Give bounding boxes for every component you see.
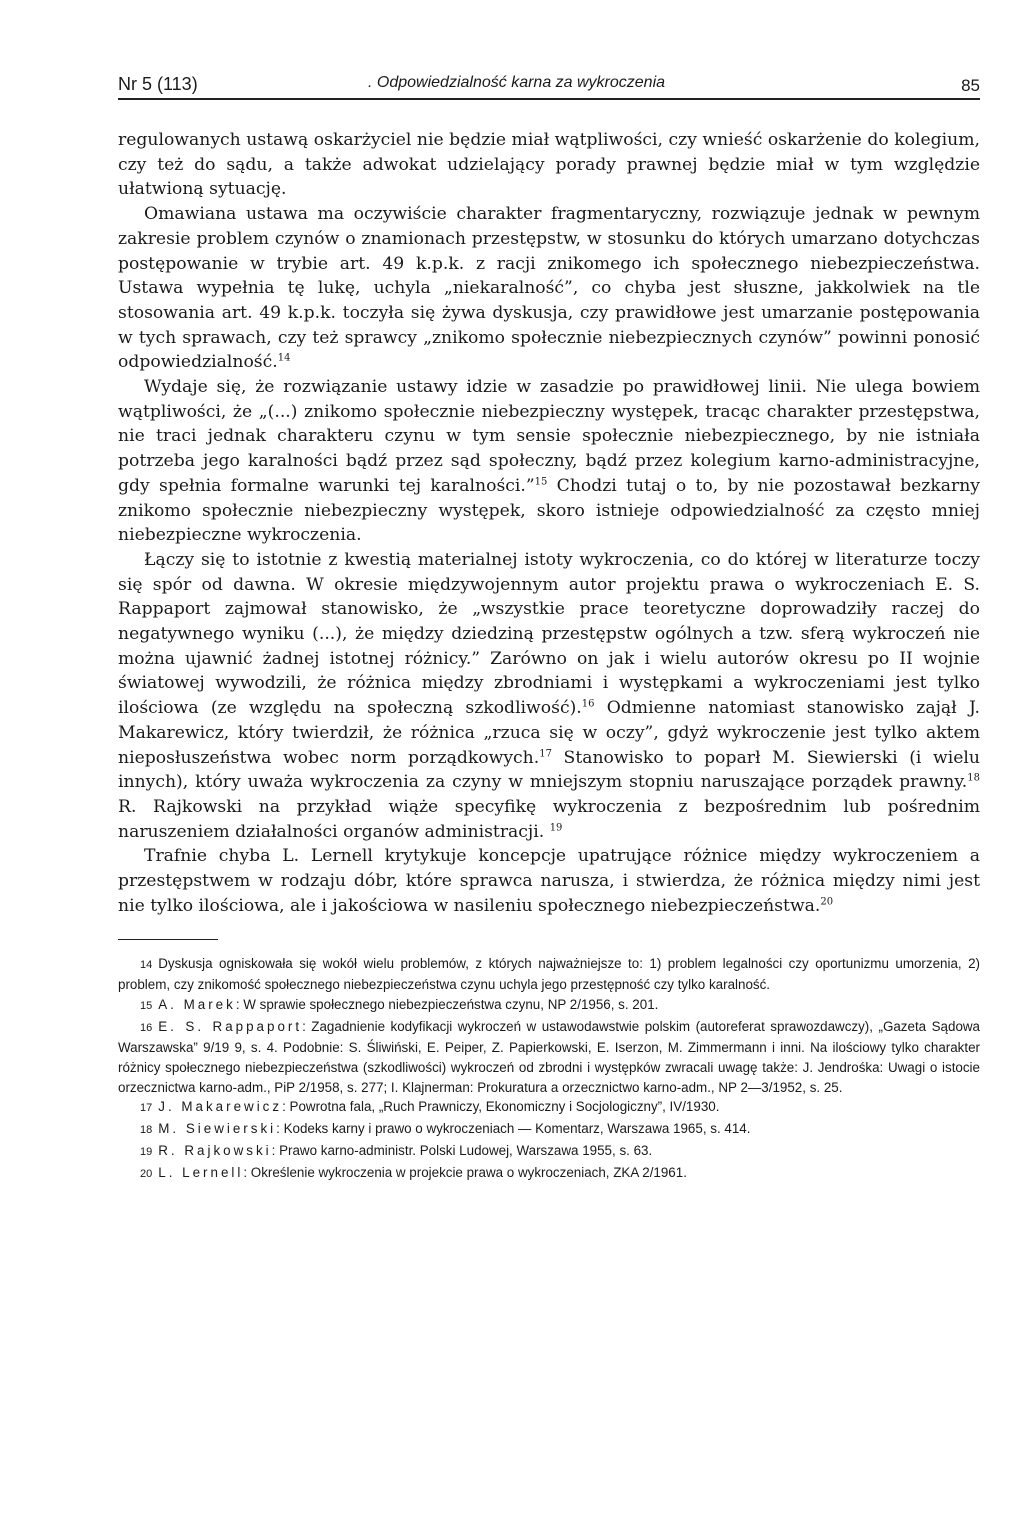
- paragraph: [118, 844, 980, 918]
- footnote-ref[interactable]: 14: [277, 352, 291, 364]
- footnote-author: J. Makarewicz: [158, 1099, 283, 1115]
- footnote-text: : Powrotna fala, „Ruch Prawniczy, Ekonomiczny i Socjologiczny”, IV/1930.: [282, 1099, 720, 1115]
- paragraph-text: Wydaje się, że rozwiązanie ustawy idzie w zasadzie po prawidłowej linii. Nie ulega bowiem wątpliwości, że „(...) znikomo społecznie niebezpieczny występek, tracąc charakter przestępstwa, nie traci jednak charakteru czynu w tym sensie społecznie niebezpiecznego, by nie istniała potrzeba jego karalności bądź przez sąd społeczny, bądź przez kolegium karno-administracyjne, gdy spełnia formalne warunki tej karalności.”: [118, 377, 980, 496]
- footnote-author: A. Marek: [158, 996, 236, 1012]
- footnote-number: 16: [140, 1021, 153, 1034]
- paragraph-text: Stanowisko to poparł M. Siewierski (i wielu innych), który uważa wykroczenia za czyny w mniejszym stopniu naruszające porządek prawny.: [118, 747, 980, 793]
- footnote-number: 17: [140, 1102, 153, 1115]
- footnote-author: L. Lernell: [158, 1164, 244, 1180]
- footnote: [118, 995, 980, 1017]
- footnote-text: : Określenie wykroczenia w projekcie prawa o wykroczeniach, ZKA 2/1961.: [243, 1164, 687, 1180]
- paragraph-text: regulowanych ustawą oskarżyciel nie będzie miał wątpliwości, czy wnieść oskarżenie do kolegium, czy też do sądu, a także adwokat udzielający porady prawnej będzie miał w tym względzie ułatwioną sytuację.: [118, 130, 980, 200]
- footnote-author: E. S. Rappaport: [158, 1018, 303, 1034]
- footnote-ref[interactable]: 19: [549, 821, 563, 833]
- paragraph-text: Trafnie chyba L. Lernell krytykuje koncepcje upatrujące różnice między wykroczeniem a przestępstwem w rodzaju dóbr, które sprawca narusza, i stwierdza, że różnica między nimi jest nie tylko ilościowa, ale i jakościowa w nasileniu społecznego niebezpieczeństwa.: [118, 846, 980, 916]
- running-header: [118, 68, 980, 100]
- footnote: [118, 1097, 980, 1119]
- paragraph-text: Omawiana ustawa ma oczywiście charakter fragmentaryczny, rozwiązuje jednak w pewnym zakresie problem czynów o znamionach przestępstw, w stosunku do których umarzano dotychczas postępowanie w trybie art. 49 k.p.k. z racji znikomego ich społecznego niebezpieczeństwa. Ustawa wypełnia tę lukę, uchyla „niekaralność”, co chyba jest słuszne, jakkolwiek na tle stosowania art. 49 k.p.k. toczyła się żywa dyskusja, czy prawidłowe jest umarzanie postępowania w tych sprawach, czy też sprawcy „znikomo społecznie niebezpiecznych czynów” powinni ponosić odpowiedzialność.: [118, 204, 980, 373]
- paragraph-text: Chodzi tutaj o to, by nie pozostawał bezkarny znikomo społecznie niebezpieczny występek, skoro istnieje odpowiedzialność za często mniej niebezpieczne wykroczenia.: [118, 475, 980, 546]
- document-page: [118, 68, 980, 1184]
- paragraph: [118, 128, 980, 202]
- footnote-number: 14: [140, 958, 153, 971]
- page-number: 85: [961, 76, 980, 95]
- footnote-ref[interactable]: 18: [967, 772, 980, 784]
- footnote: [118, 1119, 980, 1141]
- footnote-author: M. Siewierski: [158, 1121, 277, 1137]
- footnote-ref[interactable]: 17: [539, 747, 552, 759]
- footnote-text: : Zagadnienie kodyfikacji wykroczeń w ustawodawstwie polskim (autoreferat sprawozdawczy), „Gazeta Sądowa Warszawska” 9/19 9, s. 4. Podobnie: S. Śliwiński, E. Peiper, Z. Papierkowski, E. Iserzon, M. Zimmermann i inni. Na ilościowy tylko charakter różnicy społecznego niebezpieczeństwa (szkodliwości) wykroczeń od zbrodni i występków zwracali uwagę także: J. Jendrośka: Uwagi o istocie orzecznictwa karno-adm., PiP 2/1958, s. 277; I. Klajnerman: Prokuratura a orzecznictwo karno-adm., NP 2—3/1952, s. 25.: [118, 1018, 981, 1095]
- footnote: [118, 954, 980, 995]
- footnote-author: R. Rajkowski: [158, 1142, 272, 1158]
- footnote-text: Dyskusja ogniskowała się wokół wielu problemów, z których najważniejsze to: 1) problem legalności czy oportunizmu umorzenia, 2) problem, czy znikomość społecznego niebezpieczeństwa czynu uchyla jego przestępność czy tylko karalność.: [118, 955, 980, 993]
- footnote-text: : Kodeks karny i prawo o wykroczeniach — Komentarz, Warszawa 1965, s. 414.: [276, 1121, 751, 1137]
- footnote: [118, 1163, 980, 1185]
- footnote-divider: [118, 939, 218, 940]
- footnote: [118, 1141, 980, 1163]
- footnote-ref[interactable]: 20: [820, 896, 834, 908]
- issue-number: Nr 5 (113): [118, 74, 198, 94]
- footnote-number: 15: [140, 999, 153, 1012]
- footnote-text: : W sprawie społecznego niebezpieczeństwa czynu, NP 2/1956, s. 201.: [235, 996, 659, 1012]
- footnote-number: 18: [140, 1124, 153, 1137]
- running-title: . Odpowiedzialność karna za wykroczenia: [368, 74, 666, 91]
- paragraph-text: Łączy się to istotnie z kwestią materialnej istoty wykroczenia, co do której w literaturze toczy się spór od dawna. W okresie międzywojennym autor projektu prawa o wykroczeniach E. S. Rappaport zajmował stanowisko, że „wszystkie prace teoretyczne doprowadziły raczej do negatywnego wyniku (...), że między dziedziną przestępstw ogólnych a tzw. sferą wykroczeń nie można ujawnić żadnej istotnej różnicy.” Zarówno on jak i wielu autorów okresu po II wojnie światowej wywodzili, że różnica między zbrodniami i występkami a wykroczeniami jest tylko ilościowa (ze względu na społeczną szkodliwość).: [118, 549, 980, 719]
- paragraph: [118, 375, 980, 548]
- footnote: [118, 1017, 980, 1098]
- paragraph-text: R. Rajkowski na przykład wiąże specyfikę wykroczenia z bezpośrednim lub pośrednim naruszeniem działalności organów administracji.: [118, 796, 980, 842]
- body-text: [118, 128, 980, 919]
- footnote-ref[interactable]: 16: [581, 698, 595, 710]
- footnote-number: 19: [140, 1145, 153, 1158]
- paragraph: [118, 548, 980, 844]
- paragraph: [118, 202, 980, 375]
- footnote-text: : Prawo karno-administr. Polski Ludowej, Warszawa 1955, s. 63.: [271, 1142, 653, 1158]
- footnote-ref[interactable]: 15: [534, 476, 548, 488]
- footnote-number: 20: [140, 1167, 153, 1180]
- paragraph-text: Odmienne natomiast stanowisko zajął J. Makarewicz, który twierdził, że różnica „rzuca się w oczy”, gdyż wykroczenie jest tylko aktem nieposłuszeństwa wobec norm porządkowych.: [118, 698, 980, 768]
- footnotes: [118, 954, 980, 1185]
